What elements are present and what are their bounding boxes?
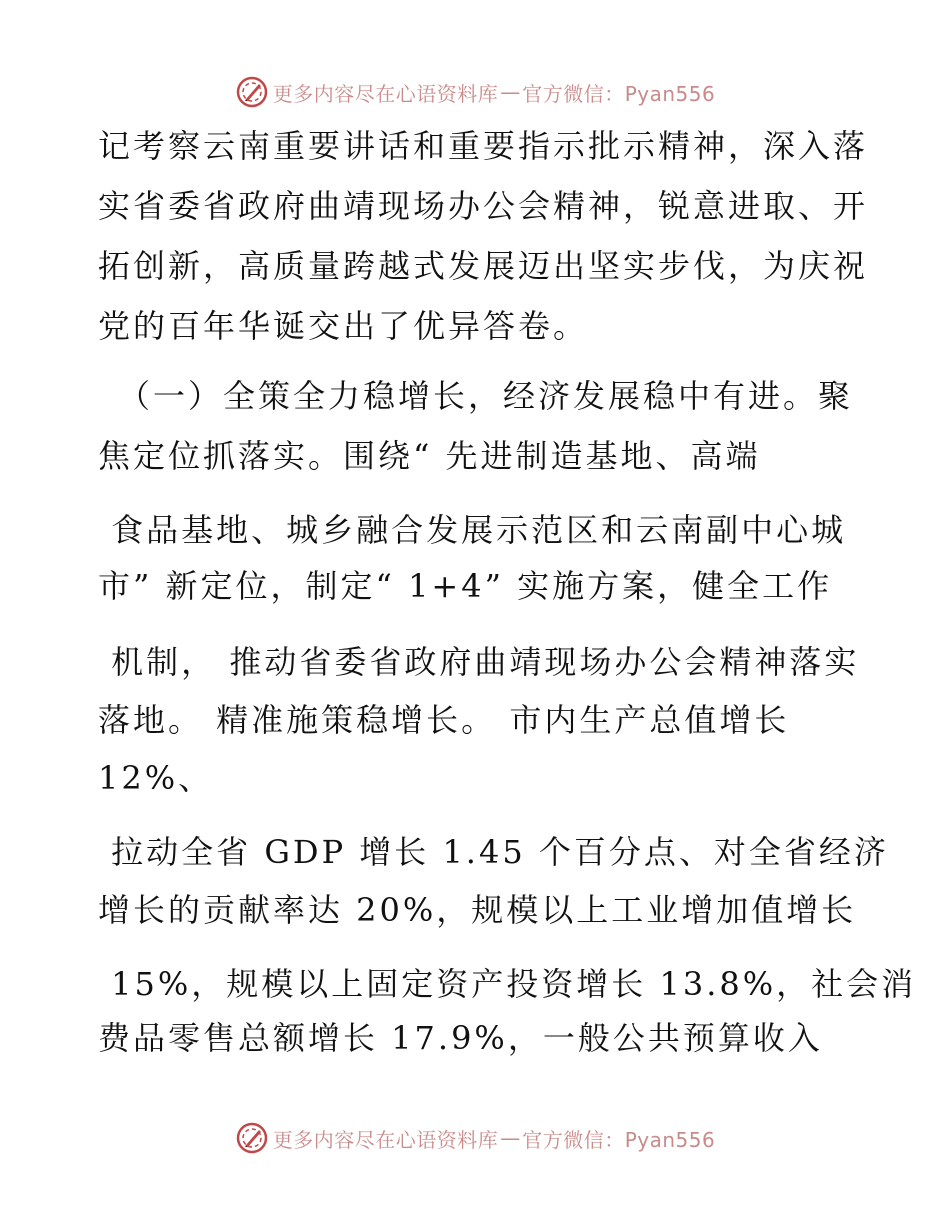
watermark-dash: —: [500, 1126, 521, 1150]
body-line: 费品零售总额增长 17.9%，一般公共预算收入: [98, 1019, 823, 1057]
watermark-contact: 官方微信：Pyan556: [522, 81, 716, 106]
body-line: 党的百年华诞交出了优异答卷。: [98, 307, 589, 345]
watermark-logo-icon: [235, 75, 269, 109]
body-line: 机制， 推动省委省政府曲靖现场办公会精神落实: [98, 643, 860, 681]
body-line: 15%，规模以上固定资产投资增长 13.8%，社会消: [98, 965, 917, 1003]
body-line: 增长的贡献率达 20%，规模以上工业增加值增长: [98, 891, 857, 929]
body-line: 拓创新，高质量跨越式发展迈出坚实步伐，为庆祝: [98, 247, 869, 285]
body-line: 拉动全省 GDP 增长 1.45 个百分点、对全省经济: [98, 833, 889, 871]
body-line: 12%、: [98, 759, 214, 797]
watermark-contact: 官方微信：Pyan556: [522, 1127, 716, 1152]
watermark-text: 更多内容尽在心语资料库: [272, 1127, 499, 1152]
body-line: 落地。 精准施策稳增长。 市内生产总值增长: [98, 701, 790, 739]
body-line: 食品基地、城乡融合发展示范区和云南副中心城: [98, 511, 847, 549]
watermark-header: [0, 72, 950, 112]
body-line: 实省委省政府曲靖现场办公会精神，锐意进取、开: [98, 187, 869, 225]
body-line: 记考察云南重要讲话和重要指示批示精神，深入落: [98, 127, 869, 165]
body-line: 焦定位抓落实。围绕“ 先进制造基地、高端: [98, 437, 761, 475]
watermark-logo-icon: [235, 1121, 269, 1155]
watermark-text: 更多内容尽在心语资料库: [272, 81, 499, 106]
body-line: 市” 新定位，制定“ 1+4” 实施方案，健全工作: [98, 567, 833, 605]
watermark-footer: [0, 1118, 950, 1158]
watermark-dash: —: [500, 80, 521, 104]
section-heading-line: （一）全策全力稳增长，经济发展稳中有进。聚: [118, 377, 854, 415]
